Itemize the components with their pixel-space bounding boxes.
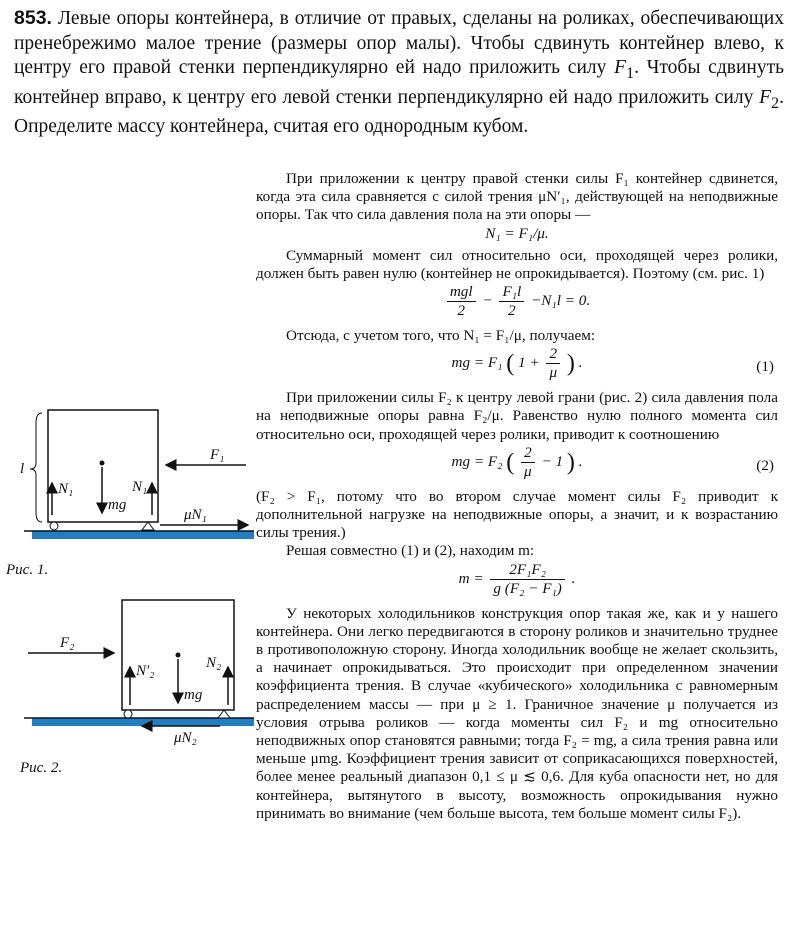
fixed-support-1 [142,522,154,530]
label-mun2: μN₂ [174,730,197,746]
fraction-mgl [447,283,476,320]
equation-n1: N₁ = F₁/μ. [485,224,549,242]
label-l: l [20,461,25,477]
frac-num: F₁l [499,283,524,302]
equation-number-1: (1) [756,358,774,376]
caption-fig-2: Рис. 2. [20,760,63,776]
solution-paragraph-4: При приложении силы F₂ к центру левой грани (рис. 2) сила давления пола на неподвижные опоры равна F₂/μ. Равенство нулю полного момента сил относительно оси, проходящей через ролики, приводит к соотношению [256,389,778,443]
label-n2p: N′₂ [136,663,155,679]
brace-l [30,413,42,522]
fixed-support-2 [218,710,230,718]
problem-text-b: . Чтобы сдвинуть контейнер вправо, к центру его левой стенки перпендикулярно ей надо приложить силу [14,57,785,108]
force-f1-sub: 1 [626,64,635,83]
center-mass-2 [176,653,181,658]
figure-2 [14,595,254,746]
equation-moments [256,283,778,327]
equation-term: − 1 [541,452,564,470]
problem-text-c: . Определите массу контейнера, считая его однородным кубом. [14,86,784,138]
problem-number: 853. [14,7,52,29]
roller-2 [124,710,132,718]
frac-den: 2 [508,302,516,320]
frac-num: mgl [447,283,476,302]
equation-tail: −N₁l = 0. [531,292,591,309]
minus-sign: − [482,292,493,309]
label-mg-1: mg [108,497,127,513]
frac-den: g (F₂ − F₁) [493,579,562,597]
frac-den: μ [549,364,558,382]
solution-paragraph-2: Суммарный момент сил относительно оси, проходящей через ролики, должен быть равен нулю (контейнер не опрокидывается). Поэтому (см. рис. 1) [256,246,778,282]
solution-paragraph-6: Решая совместно (1) и (2), находим m: [286,542,535,560]
solution-paragraph-3: Отсюда, с учетом того, что N₁ = F₁/μ, получаем: [286,327,596,345]
fraction-2-mu [546,345,560,382]
problem-text-a: Левые опоры контейнера, в отличие от правых, сделаны на роликах, обеспечивающих пренебрежимо малое трение (размеры опор малы). Чтобы сдвинуть контейнер влево, к центру его правой стенки перпендикулярно ей надо приложить силу [14,8,784,79]
frac-den: μ [524,462,532,480]
frac-den: 2 [457,302,466,320]
equation-dot: . [571,569,576,587]
paren-close: ) [566,350,575,377]
fraction-mass [490,561,564,598]
paren-open: ( [506,449,515,476]
solution-paragraph-7: У некоторых холодильников конструкция опор такая же, как и у нашего контейнера. Они легко передвигаются в сторону роликов и значительно труднее в противоположную сторону. Иногда холодильник вообще не желает скользить, а начинает опрокидываться. Это происходит при определенном значении коэффициента трения. В случае «кубического» холодильника с равномерным распределением массы — при μ ≥ 1. Граничное значение μ получается из условия отрыва роликов — когда моменты сил F₂ и mg относительно неподвижных опор становятся равными; тогда F₂ = mg, а сила трения равна или меньше μmg. Коэффициент трения зависит от соприкасающихся поверхностей, более менее реальный диапазон 0,1 ≤ μ ≲ 0,6. Для куба опасности нет, но для контейнера, вытянутого в высоту, возможность опрокидывания нужно принимать во внимание (чем больше высота, тем больше момент силы F₂). [256,604,778,822]
fraction-2-mu [521,444,535,481]
frac-num: 2 [546,345,560,364]
equation-dot: . [578,354,583,372]
force-f2-sub: 2 [771,93,780,112]
equation-dot: . [578,452,583,470]
frac-num: 2F₁F₂ [490,561,564,580]
equation-lhs: mg = F₁ [451,354,503,372]
figure-1 [14,405,254,535]
equation-mass [256,561,778,605]
frac-num: 2 [521,444,535,463]
floor-1 [32,531,254,539]
floor-2 [32,718,254,726]
fraction-f1l [499,283,524,320]
label-n2: N₂ [206,655,222,671]
force-f2: F [759,86,771,108]
label-f1: F₁ [210,447,225,463]
roller-1 [50,522,58,530]
container-1 [48,410,158,522]
caption-fig-1: Рис. 1. [6,562,49,578]
paren-close: ) [566,449,575,476]
label-mg-2: mg [184,687,203,703]
label-mun1: μN₁ [184,507,207,523]
solution-paragraph-5: (F₂ > F₁, потому что во втором случае момент силы F₂ приводит к дополнительной нагрузке на неподвижные опоры, а значит, и к возрастанию силы трения.) [256,487,778,542]
paren-open: ( [506,350,515,377]
label-n1: N₁ [58,481,74,497]
equation-number-2: (2) [756,456,774,474]
equation-term: 1 + [518,354,540,372]
solution-text [256,170,778,823]
solution-paragraph-1: При приложении к центру правой стенки силы F₁ контейнер сдвинется, когда эта сила сравняется с силой трения μN′₁, действующей на неподвижные опоры. Так что сила давления пола на эти опоры — [256,170,778,224]
label-n1p: N₁ [132,479,148,495]
equation-lhs: m = [458,569,484,587]
label-f2: F₂ [60,635,75,651]
center-mass-1 [100,461,105,466]
equation-2 [256,444,778,488]
equation-1 [256,345,778,389]
equation-lhs: mg = F₂ [451,452,503,470]
force-f1: F [614,57,627,79]
problem-statement [14,6,784,140]
